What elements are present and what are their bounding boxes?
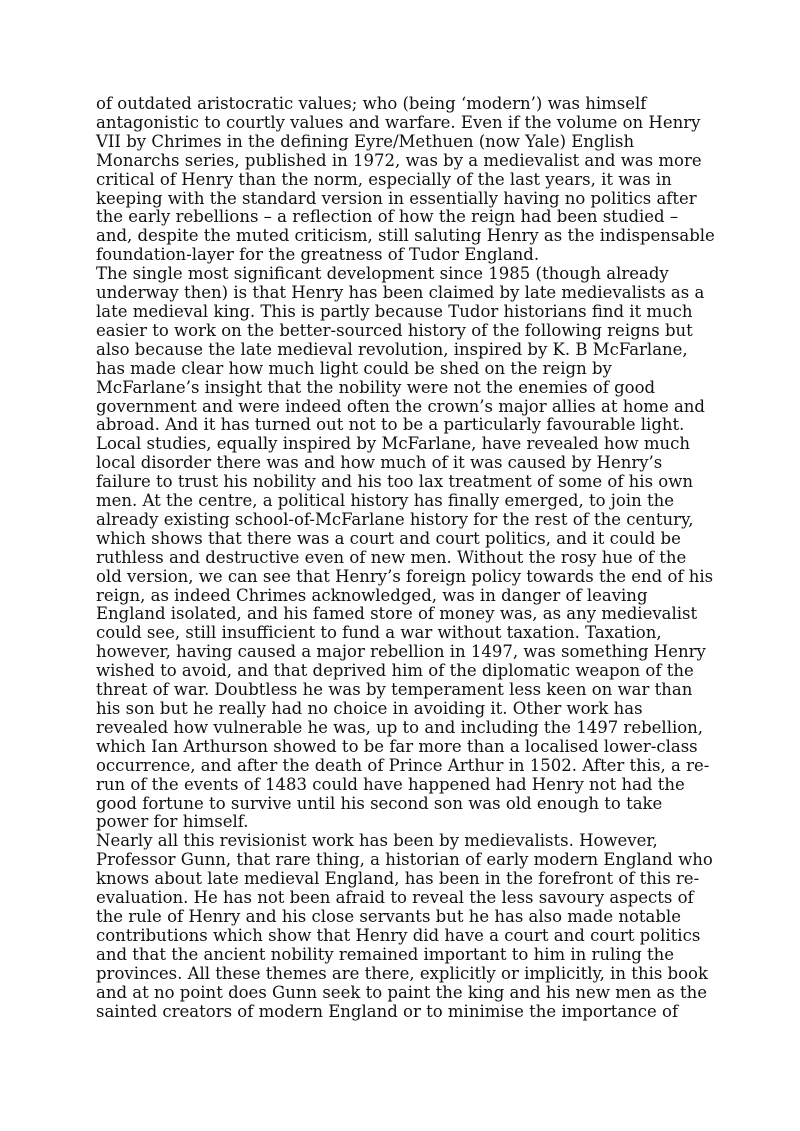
text-line: late medieval king. This is partly because Tudor historians find it much — [96, 301, 693, 321]
text-line: has made clear how much light could be shed on the reign by — [96, 358, 612, 378]
text-line: failure to trust his nobility and his too lax treatment of some of his own — [96, 472, 693, 492]
text-line: power for himself. — [96, 812, 249, 832]
text-line: which Ian Arthurson showed to be far more than a localised lower-class — [96, 736, 698, 756]
text-line: occurrence, and after the death of Prince Arthur in 1502. After this, a re- — [96, 755, 710, 775]
text-line: good fortune to survive until his second son was old enough to take — [96, 793, 663, 813]
text-line: his son but he really had no choice in avoiding it. Other work has — [96, 699, 643, 718]
paragraph-3 — [96, 832, 736, 1021]
text-line: of outdated aristocratic values; who (being ‘modern’) was himself — [96, 94, 647, 113]
text-line: abroad. And it has turned out not to be a particularly favourable light. — [96, 415, 685, 435]
text-line: the early rebellions – a reflection of how the reign had been studied – — [96, 207, 679, 227]
text-line: wished to avoid, and that deprived him of the diplomatic weapon of the — [96, 661, 694, 681]
text-line: VII by Chrimes in the defining Eyre/Methuen (now Yale) English — [96, 131, 635, 151]
text-line: The single most significant development since 1985 (though already — [96, 264, 669, 284]
text-line: contributions which show that Henry did have a court and court politics — [96, 925, 701, 945]
text-line: critical of Henry than the norm, especially of the last years, it was in — [96, 169, 672, 189]
text-line: underway then) is that Henry has been claimed by late medievalists as a — [96, 283, 705, 303]
text-line: however, having caused a major rebellion in 1497, was something Henry — [96, 642, 706, 662]
text-line: also because the late medieval revolution, inspired by K. B McFarlane, — [96, 339, 688, 359]
text-line: easier to work on the better-sourced history of the following reigns but — [96, 320, 693, 340]
text-line: threat of war. Doubtless he was by temperament less keen on war than — [96, 680, 693, 700]
text-line: McFarlane’s insight that the nobility were not the enemies of good — [96, 377, 656, 397]
text-line: government and were indeed often the crown’s major allies at home and — [96, 396, 705, 416]
text-line: reign, as indeed Chrimes acknowledged, was in danger of leaving — [96, 585, 648, 605]
paragraph-1 — [96, 95, 736, 265]
text-line: Local studies, equally inspired by McFarlane, have revealed how much — [96, 434, 690, 454]
text-line: the rule of Henry and his close servants but he has also made notable — [96, 906, 681, 926]
text-line: old version, we can see that Henry’s foreign policy towards the end of his — [96, 566, 714, 586]
text-line: Nearly all this revisionist work has been by medievalists. However, — [96, 831, 658, 851]
text-line: sainted creators of modern England or to minimise the importance of — [96, 1001, 679, 1021]
text-line: already existing school-of-McFarlane history for the rest of the century, — [96, 509, 694, 529]
text-line: could see, still insufficient to fund a war without taxation. Taxation, — [96, 623, 662, 643]
text-line: and that the ancient nobility remained important to him in ruling the — [96, 944, 675, 964]
text-line: run of the events of 1483 could have happened had Henry not had the — [96, 774, 685, 794]
text-line: Professor Gunn, that rare thing, a historian of early modern England who — [96, 850, 713, 870]
text-line: evaluation. He has not been afraid to reveal the less savoury aspects of — [96, 888, 694, 908]
text-line: foundation-layer for the greatness of Tudor England. — [96, 245, 540, 265]
text-line: and, despite the muted criticism, still saluting Henry as the indispensable — [96, 226, 715, 246]
text-line: knows about late medieval England, has been in the forefront of this re- — [96, 869, 700, 889]
document-body — [96, 95, 736, 1021]
text-line: England isolated, and his famed store of money was, as any medievalist — [96, 604, 698, 624]
text-line: ruthless and destructive even of new men. Without the rosy hue of the — [96, 547, 687, 567]
paragraph-2 — [96, 265, 736, 832]
text-line: and at no point does Gunn seek to paint the king and his new men as the — [96, 982, 708, 1002]
text-line: provinces. All these themes are there, explicitly or implicitly, in this book — [96, 963, 708, 983]
text-line: keeping with the standard version in essentially having no politics after — [96, 188, 697, 208]
text-line: local disorder there was and how much of it was caused by Henry’s — [96, 453, 663, 473]
text-line: antagonistic to courtly values and warfare. Even if the volume on Henry — [96, 112, 701, 132]
text-line: Monarchs series, published in 1972, was by a medievalist and was more — [96, 150, 702, 170]
text-line: which shows that there was a court and court politics, and it could be — [96, 528, 681, 548]
text-line: revealed how vulnerable he was, up to and including the 1497 rebellion, — [96, 717, 704, 737]
text-line: men. At the centre, a political history has finally emerged, to join the — [96, 491, 674, 511]
